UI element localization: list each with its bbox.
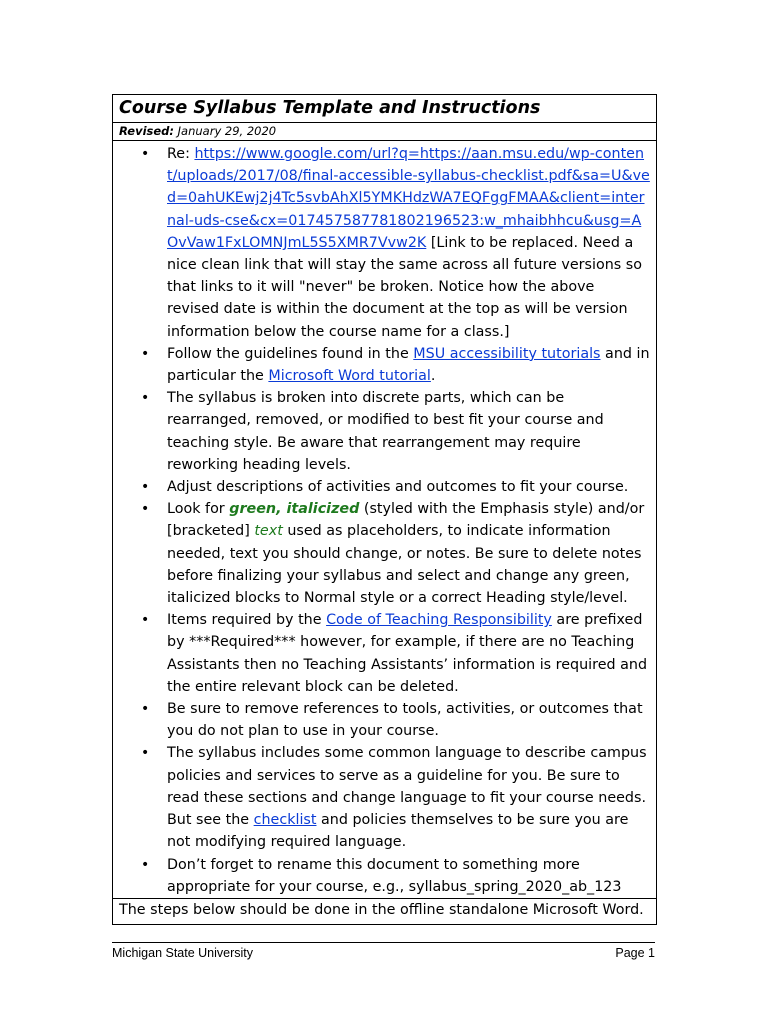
instructions-list xyxy=(119,143,650,898)
revised-row xyxy=(113,123,656,141)
item-text: are prefixed by ***Required*** however, for example, if there are no Teaching Assistants then no Teaching Assistants’ information is required and the entire relevant block can be deleted. xyxy=(167,612,648,695)
item-text: Be sure to remove references to tools, activities, or outcomes that you do not plan to use in your course. xyxy=(167,701,643,740)
bullet-icon: • xyxy=(141,701,150,718)
item-text: Don’t forget to rename this document to something more appropriate for your course, e.g., syllabus_spring_2020_ab_123 xyxy=(167,856,622,895)
list-item xyxy=(119,609,650,698)
item-text: (styled with the Emphasis style) and/or [bracketed] xyxy=(167,501,645,540)
bullet-icon: • xyxy=(141,745,150,762)
item-text: used as placeholders, to indicate information needed, text you should change, or notes. Be sure to delete notes before finalizing your syllabus and select and change any green, italicized blocks to Normal style or a correct Heading style/level. xyxy=(167,523,642,607)
bullet-icon: • xyxy=(141,856,150,873)
msu-accessibility-tutorials-link[interactable]: MSU accessibility tutorials xyxy=(413,345,601,362)
footer-divider xyxy=(112,942,655,943)
revised-label: Revised: xyxy=(119,124,174,138)
list-item xyxy=(119,387,650,476)
list-item xyxy=(119,143,650,343)
bullet-icon: • xyxy=(141,612,150,629)
list-item xyxy=(119,498,650,609)
microsoft-word-tutorial-link[interactable]: Microsoft Word tutorial xyxy=(268,368,431,385)
placeholder-example: text xyxy=(254,523,283,540)
offline-steps-note: The steps below should be done in the offline standalone Microsoft Word. xyxy=(119,901,644,918)
item-text: Re: xyxy=(167,146,195,162)
list-item xyxy=(119,854,650,898)
bullet-icon: • xyxy=(141,345,150,362)
item-text: Items required by the xyxy=(167,612,327,629)
item-text: The syllabus is broken into discrete parts, which can be rearranged, removed, or modified to best fit your course and teaching style. Be aware that rearrangement may require reworking heading levels. xyxy=(167,390,604,473)
checklist-url-link[interactable]: https://www.google.com/url?q=https://aan.msu.edu/wp-content/uploads/2017/08/final-accessible-syllabus-checklist.pdf&sa=U&ved=0ahUKEwj2j4Tc5svbAhXl5YMKHdzWA7EQFggFMAA&client=internal-uds-cse&cx=017457587781802196523:w_mhaibhhcu&usg=AOvVaw1FxLOMNJmL5S5XMR7Vvw2K xyxy=(167,146,650,251)
syllabus-instructions-table xyxy=(112,94,657,925)
list-item xyxy=(119,742,650,853)
item-text: [Link to be replaced. Need a nice clean link that will stay the same across all future versions so that links to it will "never" be broken. Notice how the above revised date is within the document at the top as will be version information below the course name for a class.] xyxy=(167,234,642,340)
instructions-list-cell xyxy=(113,141,656,899)
item-text: Adjust descriptions of activities and outcomes to fit your course. xyxy=(167,479,629,496)
item-text: Look for xyxy=(167,501,230,518)
document-title: Course Syllabus Template and Instructions xyxy=(113,95,656,123)
revised-date: January 29, 2020 xyxy=(177,124,277,138)
code-of-teaching-responsibility-link[interactable]: Code of Teaching Responsibility xyxy=(326,612,552,629)
item-text: Follow the guidelines found in the xyxy=(167,345,414,362)
item-text: . xyxy=(430,368,436,385)
list-item xyxy=(119,698,650,742)
item-text: and in particular the xyxy=(167,345,650,385)
item-text: and policies themselves to be sure you are not modifying required language. xyxy=(167,812,629,851)
list-item xyxy=(119,343,650,387)
bullet-icon: • xyxy=(141,479,150,496)
item-text: The syllabus includes some common language to describe campus policies and services to serve as a guideline for you. Be sure to read these sections and change language to fit your course needs. But see the xyxy=(167,745,647,829)
emphasis-example: green, italicized xyxy=(229,501,360,518)
footer-page-number: Page 1 xyxy=(615,946,655,960)
bullet-icon: • xyxy=(141,390,150,407)
footer-institution: Michigan State University xyxy=(112,946,254,960)
bullet-icon: • xyxy=(141,501,150,518)
list-item xyxy=(119,476,650,498)
checklist-link[interactable]: checklist xyxy=(253,812,317,829)
bullet-icon: • xyxy=(141,146,150,162)
